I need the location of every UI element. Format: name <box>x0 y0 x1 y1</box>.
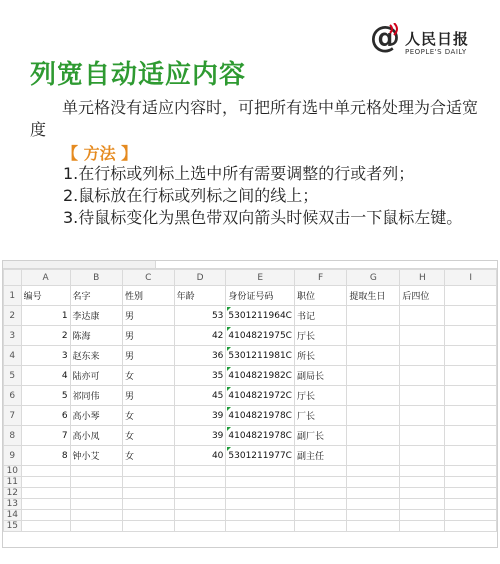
table-cell[interactable] <box>226 499 295 510</box>
column-header-g[interactable]: G <box>347 270 400 286</box>
table-cell[interactable] <box>70 521 122 532</box>
table-cell[interactable] <box>400 326 445 346</box>
table-cell[interactable] <box>347 386 400 406</box>
table-cell[interactable]: 4 <box>21 366 70 386</box>
table-cell[interactable]: 陈海 <box>70 326 122 346</box>
table-cell[interactable] <box>174 499 226 510</box>
table-cell[interactable]: 8 <box>21 446 70 466</box>
table-cell[interactable]: 3 <box>21 346 70 366</box>
signal-wave-icon <box>388 23 402 37</box>
table-cell[interactable]: 性别 <box>122 286 174 306</box>
table-cell[interactable]: 男 <box>122 306 174 326</box>
row-header[interactable]: 15 <box>4 521 22 532</box>
table-row <box>4 488 497 499</box>
table-cell[interactable] <box>347 406 400 426</box>
table-row <box>4 306 497 326</box>
table-cell[interactable] <box>445 426 497 446</box>
table-cell[interactable]: 陆亦可 <box>70 366 122 386</box>
table-cell[interactable]: 副局长 <box>294 366 346 386</box>
table-row <box>4 426 497 446</box>
table-cell[interactable] <box>400 346 445 366</box>
column-header-b[interactable]: B <box>70 270 122 286</box>
table-cell[interactable] <box>445 488 497 499</box>
table-cell[interactable] <box>400 446 445 466</box>
column-header-row <box>4 270 497 286</box>
table-cell[interactable]: 年龄 <box>174 286 226 306</box>
table-cell[interactable]: 职位 <box>294 286 346 306</box>
table-cell[interactable] <box>347 326 400 346</box>
table-row <box>4 406 497 426</box>
row-header[interactable]: 2 <box>4 306 22 326</box>
table-cell[interactable] <box>445 346 497 366</box>
table-cell[interactable]: 7 <box>21 426 70 446</box>
table-cell[interactable] <box>294 466 346 477</box>
table-cell[interactable]: 39 <box>174 406 226 426</box>
column-header-d[interactable]: D <box>174 270 226 286</box>
table-cell[interactable]: 李达康 <box>70 306 122 326</box>
table-cell[interactable]: 女 <box>122 426 174 446</box>
table-cell[interactable] <box>347 488 400 499</box>
table-cell[interactable]: 名字 <box>70 286 122 306</box>
column-header-i[interactable]: I <box>445 270 497 286</box>
table-cell[interactable]: 女 <box>122 446 174 466</box>
table-cell[interactable]: 女 <box>122 406 174 426</box>
table-cell[interactable]: 厅长 <box>294 386 346 406</box>
column-header-c[interactable]: C <box>122 270 174 286</box>
table-cell[interactable]: 39 <box>174 426 226 446</box>
row-header[interactable]: 1 <box>4 286 22 306</box>
table-cell[interactable]: 男 <box>122 346 174 366</box>
table-cell[interactable] <box>400 306 445 326</box>
table-row <box>4 386 497 406</box>
table-cell[interactable] <box>294 488 346 499</box>
table-cell[interactable] <box>294 521 346 532</box>
column-header-a[interactable]: A <box>21 270 70 286</box>
table-cell[interactable] <box>174 521 226 532</box>
table-cell[interactable]: 4104821982C <box>226 366 295 386</box>
table-cell[interactable] <box>294 499 346 510</box>
row-header[interactable]: 7 <box>4 406 22 426</box>
row-header[interactable]: 6 <box>4 386 22 406</box>
table-cell[interactable] <box>174 488 226 499</box>
table-cell[interactable]: 赵东来 <box>70 346 122 366</box>
row-header[interactable]: 4 <box>4 346 22 366</box>
page-title: 列宽自动适应内容 <box>30 60 247 90</box>
row-header[interactable]: 3 <box>4 326 22 346</box>
table-cell[interactable] <box>122 510 174 521</box>
table-cell[interactable]: 祁同伟 <box>70 386 122 406</box>
table-cell[interactable]: 2 <box>21 326 70 346</box>
table-cell[interactable]: 书记 <box>294 306 346 326</box>
table-cell[interactable]: 5301211977C <box>226 446 295 466</box>
table-cell[interactable] <box>70 499 122 510</box>
table-cell[interactable]: 所长 <box>294 346 346 366</box>
row-header[interactable]: 9 <box>4 446 22 466</box>
table-cell[interactable] <box>70 510 122 521</box>
table-cell[interactable] <box>294 510 346 521</box>
table-cell[interactable]: 副主任 <box>294 446 346 466</box>
table-cell[interactable] <box>122 488 174 499</box>
table-row <box>4 366 497 386</box>
column-header-h[interactable]: H <box>400 270 445 286</box>
table-cell[interactable] <box>294 477 346 488</box>
method-label: 【 方法 】 <box>62 144 138 163</box>
table-cell[interactable] <box>347 477 400 488</box>
table-cell[interactable]: 45 <box>174 386 226 406</box>
row-header[interactable]: 13 <box>4 499 22 510</box>
table-cell[interactable] <box>122 499 174 510</box>
table-row <box>4 346 497 366</box>
table-cell[interactable]: 高小琴 <box>70 406 122 426</box>
table-cell[interactable] <box>226 521 295 532</box>
table-cell[interactable]: 后四位 <box>400 286 445 306</box>
select-all-corner[interactable] <box>4 270 22 286</box>
table-cell[interactable] <box>347 499 400 510</box>
table-cell[interactable]: 5 <box>21 386 70 406</box>
spreadsheet-grid <box>3 269 497 532</box>
table-cell[interactable] <box>400 510 445 521</box>
table-cell[interactable] <box>445 286 497 306</box>
row-header[interactable]: 11 <box>4 477 22 488</box>
logo-brand-text: 人民日报 <box>405 30 470 48</box>
table-row <box>4 446 497 466</box>
table-cell[interactable] <box>400 366 445 386</box>
table-cell[interactable] <box>400 499 445 510</box>
table-cell[interactable] <box>400 488 445 499</box>
table-cell[interactable] <box>226 477 295 488</box>
table-cell[interactable]: 男 <box>122 326 174 346</box>
table-cell[interactable] <box>226 510 295 521</box>
table-cell[interactable] <box>21 499 70 510</box>
row-header[interactable]: 8 <box>4 426 22 446</box>
table-cell[interactable] <box>400 426 445 446</box>
table-cell[interactable] <box>70 466 122 477</box>
table-cell[interactable]: 6 <box>21 406 70 426</box>
table-cell[interactable] <box>174 477 226 488</box>
intro-paragraph: 单元格没有适应内容时，可把所有选中单元格处理为合适宽度 <box>30 98 479 139</box>
table-row <box>4 510 497 521</box>
table-cell[interactable] <box>21 477 70 488</box>
table-cell[interactable] <box>122 466 174 477</box>
table-cell[interactable] <box>122 477 174 488</box>
table-cell[interactable]: 1 <box>21 306 70 326</box>
table-cell[interactable] <box>70 477 122 488</box>
table-cell[interactable] <box>21 488 70 499</box>
column-header-f[interactable]: F <box>294 270 346 286</box>
table-row <box>4 477 497 488</box>
table-cell[interactable] <box>445 366 497 386</box>
table-cell[interactable]: 编号 <box>21 286 70 306</box>
table-cell[interactable] <box>445 499 497 510</box>
table-cell[interactable]: 身份证号码 <box>226 286 295 306</box>
people-daily-logo <box>370 20 495 62</box>
table-cell[interactable] <box>226 488 295 499</box>
table-cell[interactable] <box>445 521 497 532</box>
table-cell[interactable]: 35 <box>174 366 226 386</box>
table-cell[interactable] <box>21 521 70 532</box>
logo-subtitle: PEOPLE'S DAILY <box>405 48 467 56</box>
table-cell[interactable] <box>445 466 497 477</box>
step-1: 1.在行标或列标上选中所有需要调整的行或者列； <box>63 164 415 183</box>
table-cell[interactable] <box>445 386 497 406</box>
table-cell[interactable] <box>445 306 497 326</box>
table-row <box>4 521 497 532</box>
step-3: 3.待鼠标变化为黑色带双向箭头时候双击一下鼠标左键。 <box>63 208 463 227</box>
table-cell[interactable]: 女 <box>122 366 174 386</box>
table-cell[interactable]: 4104821978C <box>226 426 295 446</box>
table-cell[interactable]: 42 <box>174 326 226 346</box>
table-cell[interactable] <box>21 466 70 477</box>
table-cell[interactable] <box>445 406 497 426</box>
row-header[interactable]: 14 <box>4 510 22 521</box>
at-symbol-icon: @ <box>370 20 400 55</box>
table-cell[interactable] <box>347 466 400 477</box>
table-cell[interactable] <box>400 466 445 477</box>
table-cell[interactable] <box>226 466 295 477</box>
table-cell[interactable]: 53 <box>174 306 226 326</box>
table-cell[interactable] <box>347 366 400 386</box>
table-cell[interactable] <box>347 521 400 532</box>
table-cell[interactable] <box>347 346 400 366</box>
table-cell[interactable] <box>400 406 445 426</box>
column-header-e[interactable]: E <box>226 270 295 286</box>
table-row <box>4 499 497 510</box>
table-row <box>4 466 497 477</box>
table-cell[interactable]: 5301211964C <box>226 306 295 326</box>
row-header[interactable]: 12 <box>4 488 22 499</box>
table-cell[interactable] <box>400 477 445 488</box>
table-cell[interactable]: 副厂长 <box>294 426 346 446</box>
table-cell[interactable]: 厂长 <box>294 406 346 426</box>
spreadsheet <box>2 260 498 548</box>
table-cell[interactable] <box>445 510 497 521</box>
table-cell[interactable] <box>122 521 174 532</box>
table-cell[interactable] <box>445 477 497 488</box>
row-header[interactable]: 5 <box>4 366 22 386</box>
table-cell[interactable]: 4104821975C <box>226 326 295 346</box>
table-cell[interactable] <box>347 306 400 326</box>
row-header[interactable]: 10 <box>4 466 22 477</box>
table-cell[interactable] <box>445 326 497 346</box>
table-cell[interactable]: 高小凤 <box>70 426 122 446</box>
table-cell[interactable]: 36 <box>174 346 226 366</box>
table-cell[interactable] <box>347 426 400 446</box>
table-cell[interactable] <box>174 466 226 477</box>
table-cell[interactable] <box>400 386 445 406</box>
table-cell[interactable]: 5301211981C <box>226 346 295 366</box>
formula-bar <box>3 261 497 269</box>
table-cell[interactable]: 40 <box>174 446 226 466</box>
formula-input[interactable] <box>155 261 498 268</box>
table-cell[interactable] <box>70 488 122 499</box>
table-cell[interactable]: 厅长 <box>294 326 346 346</box>
table-cell[interactable] <box>400 521 445 532</box>
table-cell[interactable]: 男 <box>122 386 174 406</box>
table-cell[interactable] <box>445 446 497 466</box>
step-2: 2.鼠标放在行标或列标之间的线上； <box>63 186 319 205</box>
table-cell[interactable]: 钟小艾 <box>70 446 122 466</box>
table-cell[interactable]: 4104821972C <box>226 386 295 406</box>
table-cell[interactable]: 4104821978C <box>226 406 295 426</box>
table-cell[interactable]: 提取生日 <box>347 286 400 306</box>
table-row <box>4 286 497 306</box>
table-cell[interactable] <box>174 510 226 521</box>
table-cell[interactable] <box>347 510 400 521</box>
table-cell[interactable] <box>347 446 400 466</box>
table-row <box>4 326 497 346</box>
table-cell[interactable] <box>21 510 70 521</box>
